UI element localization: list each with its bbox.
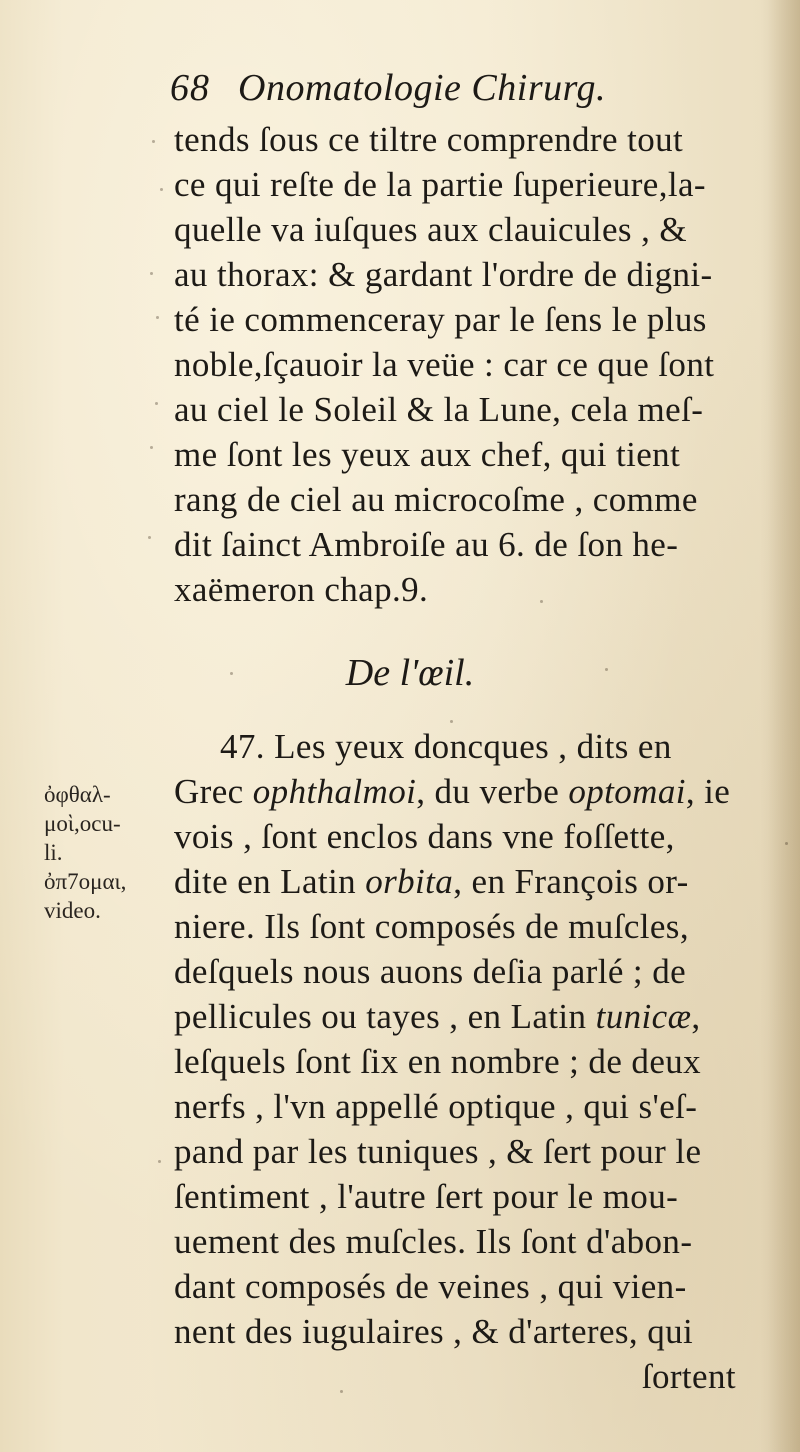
paper-speck — [150, 446, 153, 449]
text-span: dite en Latin — [174, 862, 366, 901]
text-line: uement des muſcles. Ils ſont d'abon- — [174, 1222, 693, 1261]
greek-term-italic: optomai — [568, 772, 686, 811]
text-line: deſquels nous auons deſia parlé ; de — [174, 952, 687, 991]
text-span: , du verbe — [416, 772, 569, 811]
catchword: ſortent — [641, 1357, 736, 1396]
paper-speck — [150, 272, 153, 275]
latin-term-italic: orbita — [365, 862, 454, 901]
text-line: quelle va iuſques aux clauicules , & — [174, 210, 687, 249]
text-span: pellicules ou tayes , en Latin — [174, 997, 596, 1036]
text-line: rang de ciel au microcoſme , comme — [174, 480, 698, 519]
text-line: niere. Ils ſont composés de muſcles, — [174, 907, 689, 946]
text-line: té ie commenceray par le ſens le plus — [174, 300, 707, 339]
paper-speck — [605, 668, 608, 671]
margin-note — [44, 780, 162, 925]
paper-speck — [450, 720, 453, 723]
text-line: pand par les tuniques , & ſert pour le — [174, 1132, 702, 1171]
paper-speck — [160, 188, 163, 191]
text-line: xaëmeron chap.9. — [174, 570, 429, 609]
margin-note-line: ὀπ7ομαι, — [44, 869, 127, 894]
text-line: dant composés de veines , qui vien- — [174, 1267, 687, 1306]
text-line: 47. Les yeux doncques , dits en — [220, 727, 672, 766]
text-span: , en François or- — [453, 862, 689, 901]
paper-speck — [340, 1390, 343, 1393]
section-heading-text: De l'œil. — [345, 652, 475, 694]
text-line: leſquels ſont ſix en nombre ; de deux — [174, 1042, 702, 1081]
greek-term-italic: ophthalmoi — [252, 772, 417, 811]
paper-speck — [152, 140, 155, 143]
text-line: au ciel le Soleil & la Lune, cela meſ- — [174, 390, 704, 429]
text-line — [174, 994, 774, 1039]
text-line: ce qui reſte de la partie ſuperieure,la- — [174, 165, 706, 204]
text-span: , ie — [685, 772, 731, 811]
running-title: Onomatologie Chirurg. — [238, 67, 606, 109]
margin-note-line: ὀφθαλ- — [44, 782, 111, 807]
margin-note-line: μοὶ,ocu- — [44, 811, 121, 836]
text-line — [174, 769, 774, 814]
paper-speck — [155, 402, 158, 405]
section-heading — [0, 648, 800, 698]
latin-term-italic: tunicæ — [595, 997, 692, 1036]
text-span: , — [691, 997, 701, 1036]
paragraph-1 — [174, 117, 774, 612]
paper-speck — [785, 842, 788, 845]
text-line: ſentiment , l'autre ſert pour le mou- — [174, 1177, 679, 1216]
text-line: dit ſainct Ambroiſe au 6. de ſon he- — [174, 525, 679, 564]
text-line: au thorax: & gardant l'ordre de digni- — [174, 255, 713, 294]
text-span: Grec — [174, 772, 253, 811]
paper-speck — [230, 672, 233, 675]
paper-speck — [158, 1160, 161, 1163]
text-line: tends ſous ce tiltre comprendre tout — [174, 120, 684, 159]
text-line: me ſont les yeux aux chef, qui tient — [174, 435, 681, 474]
paper-speck — [148, 536, 151, 539]
margin-note-line: li. — [44, 840, 63, 865]
text-line: vois , ſont enclos dans vne foſſette, — [174, 817, 675, 856]
paragraph-2 — [174, 724, 774, 1399]
text-line: noble,ſçauoir la veüe : car ce que ſont — [174, 345, 715, 384]
margin-note-line: video. — [44, 898, 101, 923]
paper-speck — [156, 316, 159, 319]
paper-speck — [540, 600, 543, 603]
page-header — [170, 66, 606, 116]
text-line — [174, 859, 774, 904]
text-line: nent des iugulaires , & d'arteres, qui — [174, 1312, 694, 1351]
text-line: nerfs , l'vn appellé optique , qui s'eſ- — [174, 1087, 698, 1126]
page-number: 68 — [170, 67, 210, 109]
